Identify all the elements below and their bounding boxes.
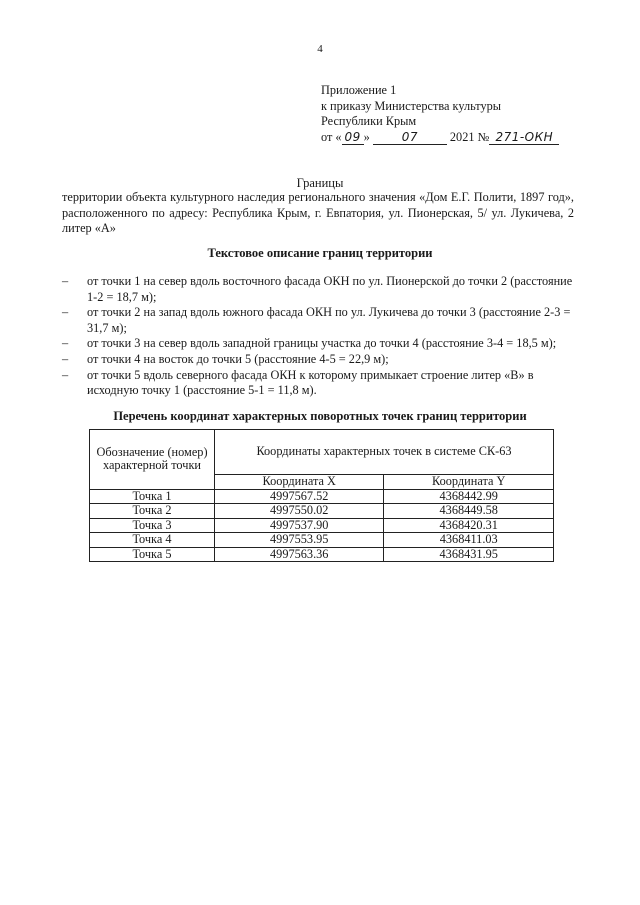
- order-number: 271-ОКН: [489, 131, 559, 145]
- list-item: [62, 352, 582, 368]
- header-coordinate-y: Координата Y: [384, 475, 554, 490]
- page-number: 4: [317, 43, 323, 55]
- cell-y: 4368420.31: [384, 518, 554, 533]
- list-item: [62, 336, 582, 352]
- list-item-text: от точки 4 на восток до точки 5 (расстояние 4-5 = 22,9 м);: [87, 351, 389, 366]
- cell-x: 4997567.52: [215, 489, 384, 504]
- table-row: [90, 504, 554, 519]
- cell-y: 4368411.03: [384, 533, 554, 548]
- table-row: [90, 518, 554, 533]
- list-dash: –: [62, 351, 69, 366]
- cell-y: 4368431.95: [384, 547, 554, 562]
- list-dash: –: [62, 336, 69, 351]
- table-row: [90, 489, 554, 504]
- appendix-date-line: [321, 130, 559, 146]
- list-item-text: от точки 5 вдоль северного фасада ОКН к которому примыкает строение литер «В» в исходную точку 1 (расстояние 5-1 = 11,8 м).: [87, 367, 534, 398]
- cell-point: Точка 4: [90, 533, 215, 548]
- list-dash: –: [62, 305, 69, 320]
- table-row: [90, 547, 554, 562]
- table-row: [90, 533, 554, 548]
- list-item-text: от точки 1 на север вдоль восточного фасада ОКН по ул. Пионерской до точки 2 (расстояние 1-2 = 18,7 м);: [87, 274, 573, 304]
- date-year: 2021 №: [449, 129, 490, 144]
- appendix-order-line: к приказу Министерства культуры: [321, 98, 502, 113]
- cell-point: Точка 1: [90, 489, 215, 504]
- cell-y: 4368442.99: [384, 489, 554, 504]
- table-heading: Перечень координат характерных поворотных точек границ территории: [113, 409, 527, 423]
- appendix-block: [321, 83, 559, 145]
- header-coordinate-system: Координаты характерных точек в системе СК-63: [215, 430, 554, 475]
- cell-x: 4997537.90: [215, 518, 384, 533]
- cell-x: 4997550.02: [215, 504, 384, 519]
- appendix-title: Приложение 1: [321, 83, 397, 97]
- cell-x: 4997553.95: [215, 533, 384, 548]
- list-item: [62, 274, 582, 305]
- header-point-label: Обозначение (номер) характерной точки: [90, 430, 215, 490]
- list-dash: –: [62, 367, 69, 382]
- document-subtitle: территории объекта культурного наследия регионального значения «Дом Е.Г. Полити, 1897 год», расположенного по адресу: Республика Крым, г. Евпатория, ул. Пионерская, 5/ ул. Лукичева, 2 литер «А»: [62, 190, 574, 235]
- date-mid: »: [363, 129, 370, 144]
- cell-point: Точка 2: [90, 504, 215, 519]
- date-day: 09: [342, 131, 364, 145]
- cell-y: 4368449.58: [384, 504, 554, 519]
- header-coordinate-x: Координата X: [215, 475, 384, 490]
- description-heading: Текстовое описание границ территории: [207, 246, 433, 260]
- coordinates-table: [89, 429, 554, 562]
- cell-x: 4997563.36: [215, 547, 384, 562]
- list-item-text: от точки 2 на запад вдоль южного фасада ОКН по ул. Лукичева до точки 3 (расстояние 2-3 = 31,7 м);: [87, 305, 571, 335]
- document-title: Границы: [296, 176, 344, 190]
- date-prefix: от «: [321, 129, 342, 144]
- table-header-row: [90, 430, 554, 475]
- cell-point: Точка 3: [90, 518, 215, 533]
- boundary-description-list: [62, 274, 582, 399]
- cell-point: Точка 5: [90, 547, 215, 562]
- appendix-republic-line: Республики Крым: [321, 114, 417, 128]
- list-item: [62, 368, 582, 399]
- list-item: [62, 305, 582, 336]
- date-month: 07: [373, 131, 447, 145]
- list-item-text: от точки 3 на север вдоль западной границы участка до точки 4 (расстояние 3-4 = 18,5 м);: [87, 336, 557, 351]
- list-dash: –: [62, 274, 69, 288]
